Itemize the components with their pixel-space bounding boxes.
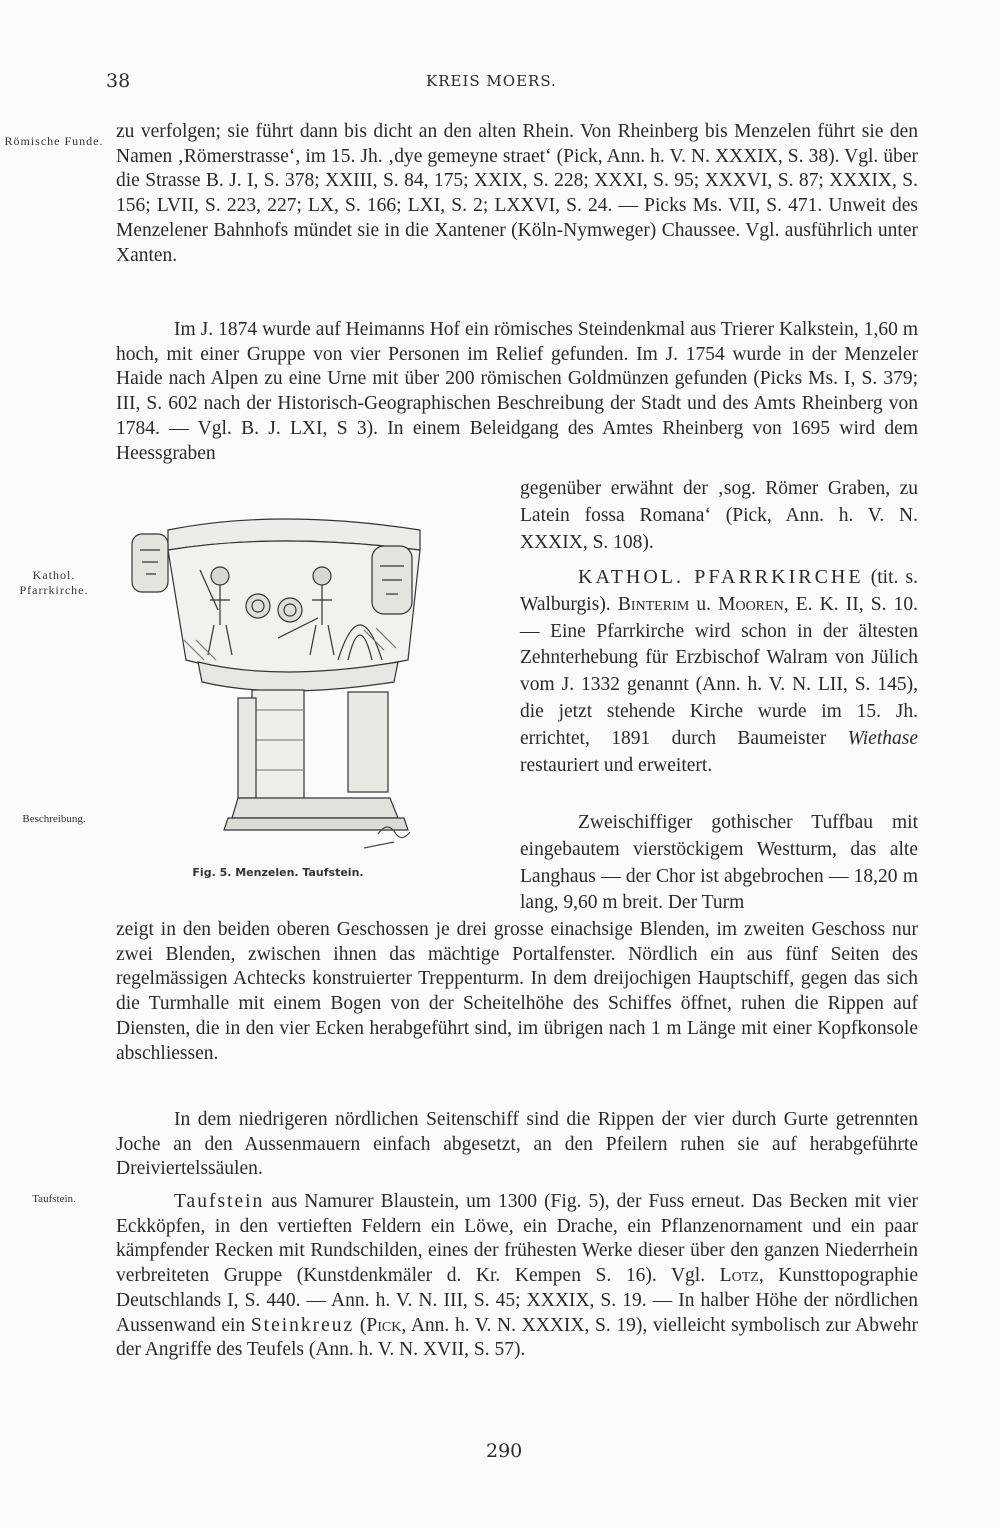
paragraph-roemer-graben: gegenüber erwähnt der ‚sog. Römer Graben, zu Latein fossa Romana‘ (Pick, Ann. h. V. N. XXXIX, S. 108).: [520, 478, 918, 553]
section-heading-pfarrkirche: KATHOL. PFARRKIRCHE: [578, 566, 864, 588]
footer-page-number: 290: [486, 1440, 523, 1462]
margin-note-taufstein: Taufstein.: [32, 1193, 76, 1205]
paragraph-roemerstrasse: zu verfolgen; sie führt dann bis dicht an den alten Rhein. Von Rheinberg bis Menzelen führt sie den Namen ‚Römerstrasse‘, im 15. Jh. ‚dye gemeyne straet‘ (Pick, Ann. h. V. N. XXXIX, S. 38). Vgl. über die Strasse B. J. I, S. 378; XXIII, S. 84, 175; XXIX, S. 228; XXXI, S. 95; XXXVI, S. 87; XXXIX, S. 156; LVII, S. 223, 227; LX, S. 166; LXI, S. 2; LXXVI, S. 24. — Picks Ms. VII, S. 471. Unweit des Menzelener Bahnhofs mündet sie in die Xantener (Köln-Nymweger) Chaussee. Vgl. ausführlich unter Xanten.: [116, 121, 918, 266]
paragraph-seitenschiff: In dem niedrigeren nördlichen Seitenschiff sind die Rippen der vier durch Gurte getrennten Joche an den Aussenmauern einfach abgesetzt, an den Pfeilern ruhen sie auf herabgeführte Dreiviertelssäulen.: [116, 1109, 918, 1180]
figure-caption: Fig. 5. Menzelen. Taufstein.: [192, 866, 364, 879]
paragraph-taufstein: Taufstein aus Namurer Blaustein, um 1300 (Fig. 5), der Fuss erneut. Das Becken mit vier Eckköpfen, in den vertieften Feldern ein Löwe, ein Drache, ein Pflanzenornament und ein paar kämpfender Recken mit Rundschilden, eines der frühesten Werke dieser über den ganzen Niederrhein verbreiteten Gruppe (Kunstdenkmäler d. Kr. Kempen S. 16). Vgl. Lotz, Kunsttopographie Deutschlands I, S. 440. — Ann. h. V. N. III, S. 45; XXXIX, S. 19. — In halber Höhe der nördlichen Aussenwand ein Steinkreuz (Pick, Ann. h. V. N. XXXIX, S. 19), vielleicht symbolisch zur Abwehr der Angriffe des Teufels (Ann. h. V. N. XVII, S. 57).: [116, 1191, 919, 1361]
page-number: 38: [106, 70, 131, 92]
page-header: [0, 66, 1000, 96]
paragraph-steindenkmal: Im J. 1874 wurde auf Heimanns Hof ein römisches Steindenkmal aus Trierer Kalkstein, 1,60 m hoch, mit einer Gruppe von vier Personen im Relief gefunden. Im J. 1754 wurde in der Menzeler Haide nach Alpen zu eine Urne mit über 200 römischen Goldmünzen gefunden (Picks Ms. I, S. 379; III, S. 602 nach der Historisch-Geographischen Beschreibung der Stadt und des Amts Rheinberg von 1784. — Vgl. B. J. LXI, S 3). In einem Beleidgang des Amtes Rheinberg von 1695 wird dem Heessgraben: [116, 319, 918, 464]
margin-note-beschreibung: Beschreibung.: [22, 813, 86, 825]
margin-note-roemische-funde: Römische Funde.: [4, 134, 104, 148]
paragraph-beschreibung-continued: zeigt in den beiden oberen Geschossen je drei grosse einachsige Blenden, im zweiten Geschoss nur zwei Blenden, zwischen ihnen das mächtige Portalfenster. Nördlich ein aus fünf Seiten des regelmässigen Achtecks konstruierter Treppenturm. In dem dreijochigen Hauptschiff, gegen das sich die Turmhalle mit einem Bogen von der Scheitelhöhe des Schiffes öffnet, ruhen die Rippen auf Diensten, die in den vier Ecken herabgeführt sind, im übrigen nach 1 m Länge mit einer Kopfkonsole abschliessen.: [116, 919, 918, 1064]
taufstein-drawing: [128, 510, 430, 860]
paragraph-beschreibung-start: Zweischiffiger gothischer Tuffbau mit eingebautem vierstöckigem Westturm, das alte Langhaus — der Chor ist abgebrochen — 18,20 m lang, 9,60 m breit. Der Turm: [520, 812, 918, 914]
running-title: KREIS MOERS.: [426, 72, 557, 90]
figure-taufstein-illustration: [128, 510, 430, 860]
margin-note-kathol-pfarrkirche: Kathol. Pfarrkirche.: [19, 568, 89, 597]
paragraph-pfarrkirche: KATHOL. PFARRKIRCHE (tit. s. Walburgis). Binterim u. Mooren, E. K. II, S. 10. — Eine Pfarrkirche wird schon in der ältesten Zehnterhebung für Erzbischof Walram von Jülich vom J. 1332 genannt (Ann. h. V. N. LII, S. 145), die jetzt stehende Kirche wurde im 15. Jh. errichtet, 1891 durch Baumeister Wiethase restauriert und erweitert.: [520, 566, 919, 776]
